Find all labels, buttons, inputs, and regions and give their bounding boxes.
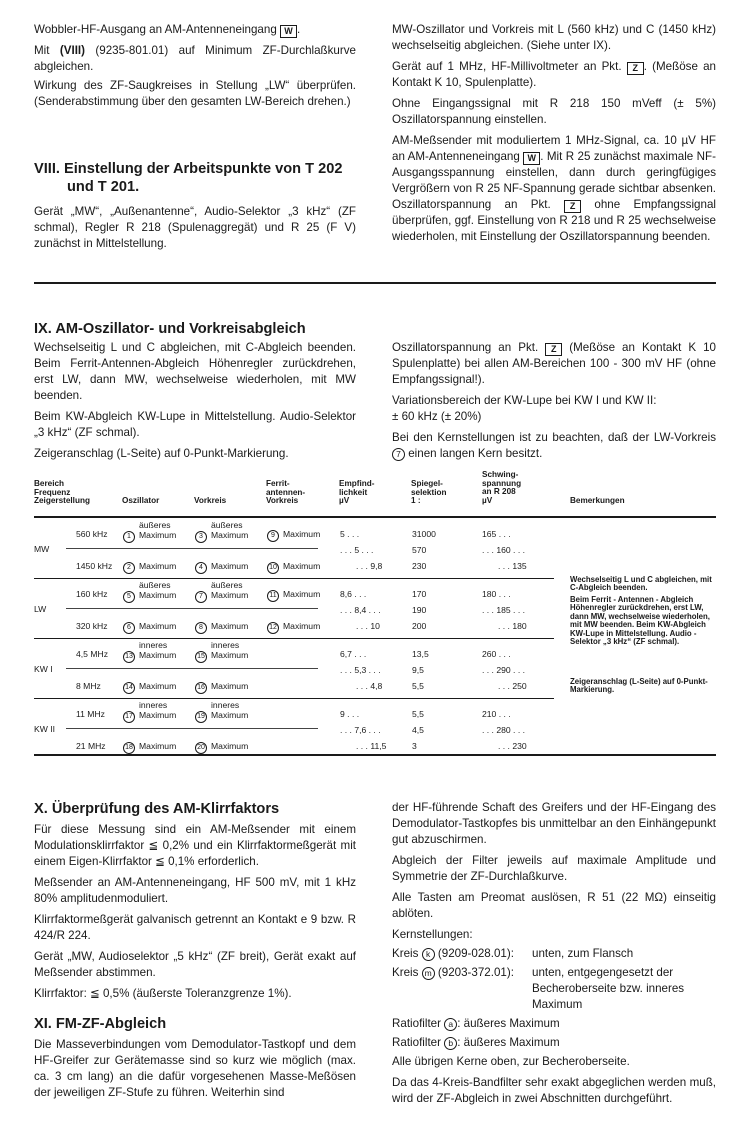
image-rejection-cell: 570 [412,545,427,555]
oscillator-voltage-cell: . . . 185 . . . [482,605,525,615]
table-remark: Wechselseitig L und C abgleichen, mit C-Abgleich beenden. [570,575,712,593]
oscillator-voltage-cell: 180 . . . [482,589,511,599]
sensitivity-cell: 5 . . . [340,529,360,539]
frequency-cell: 560 kHz [76,529,108,539]
maximum-cell [123,742,176,754]
paragraph: Bei den Kernstellungen ist zu beachten, daß der LW-Vorkreis 7 einen langen Kern besitzt. [392,431,716,460]
paragraph: Ratiofilter a : äußeres Maximum [392,1017,560,1030]
section-divider [34,282,716,284]
core-number-icon: 11 [267,590,279,602]
image-rejection-cell: 5,5 [412,681,424,691]
header-schwingspannung: Schwing- spannung an R 208 µV [482,470,522,505]
core-number-icon: 5 [123,591,135,603]
paragraph: der HF-führende Schaft des Greifers und der HF-Eingang des Demodulator-Tastkopfes bis unmittelbar an den Einhängepunkt gut abzuschirmen. [392,801,716,846]
band-label: LW [34,604,47,614]
maximum-cell [267,562,320,574]
image-rejection-cell: 230 [412,561,427,571]
table-remark: Zeigeranschlag (L-Seite) auf 0-Punkt-Markierung. [570,677,708,695]
paragraph: Für diese Messung sind ein AM-Meßsender mit einem Modulationsklirrfaktor ≦ 0,2% und ein Klirrfaktormeßgerät mit einem Eigen-Klirrfaktor ≦ 0,1% erforderlich. [34,823,356,868]
alignment-table [34,466,716,756]
group-divider [34,638,554,639]
oscillator-voltage-cell: 260 . . . [482,649,511,659]
maximum-cell [123,682,176,694]
frequency-cell: 4,5 MHz [76,649,108,659]
maximum-label: Maximum [211,561,249,571]
image-rejection-cell: 13,5 [412,649,429,659]
top-right-column [392,22,716,250]
sensitivity-cell: . . . 5 . . . [340,545,374,555]
maximum-position-label: inneres [139,700,168,710]
maximum-label: Maximum [139,589,177,600]
maximum-position-label: inneres [139,640,168,650]
paragraph: Kernstellungen: [392,928,473,941]
paragraph: Klirrfaktormeßgerät galvanisch getrennt an Kontakt e 9 bzw. R 424/R 224. [34,913,356,942]
maximum-cell [123,580,177,603]
core-number-icon: 2 [123,562,135,574]
core-number-icon: 7 [392,448,405,461]
band-label: KW I [34,664,53,674]
image-rejection-cell: 4,5 [412,725,424,735]
maximum-label: Maximum [211,529,249,540]
image-rejection-cell: 5,5 [412,709,424,719]
image-rejection-cell: 170 [412,589,427,599]
maximum-position-label: äußeres [211,580,243,590]
table-bottom-rule [34,754,716,756]
section-heading: IX. AM-Oszillator- und Vorkreisabgleich [34,321,306,337]
maximum-label: Maximum [211,621,249,631]
oscillator-voltage-cell: . . . 180 [498,621,527,631]
core-number-icon: 9 [267,530,279,542]
maximum-cell [195,622,248,634]
core-number-icon: 7 [195,591,207,603]
maximum-label: Maximum [139,529,177,540]
maximum-cell [195,700,249,723]
header-bereich: Bereich Frequenz Zeigerstellung [34,479,90,506]
paragraph: Beim KW-Abgleich KW-Lupe in Mittelstellung. Audio-Selektor „3 kHz“ (ZF schmal). [34,410,356,439]
paragraph: ± 60 kHz (± 20%) [392,410,482,423]
frequency-cell: 11 MHz [76,709,105,719]
frequency-cell: 320 kHz [76,621,108,631]
maximum-position-label: äußeres [139,520,171,530]
paragraph: Ohne Eingangssignal mit R 218 150 mVeff (± 5%) Oszillatorspannung einstellen. [392,97,716,126]
maximum-position-label: äußeres [211,520,243,530]
maximum-label: Maximum [139,649,177,660]
header-vorkreis: Vorkreis [194,496,227,505]
measurement-point-symbol-icon: Z [545,343,562,356]
bottom-right-column [392,800,716,1112]
paragraph: Variationsbereich der KW-Lupe bei KW I und KW II: [392,394,657,407]
maximum-label: Maximum [283,589,321,599]
header-oszillator: Oszillator [122,496,160,505]
maximum-cell [267,530,320,542]
core-position-row: Kreis m (9203-372.01): unten, entgegengesetzt der Becheroberseite bzw. inneres Maximum [392,966,685,1011]
core-letter-icon: k [422,948,435,961]
sensitivity-cell: . . . 9,8 [356,561,383,571]
maximum-cell [195,580,249,603]
core-number-icon: 10 [267,562,279,574]
maximum-label: Maximum [211,709,249,720]
paragraph: Wechselseitig L und C abgleichen, mit C-Abgleich beenden. Beim Ferrit-Antennen-Abgleich Höhenregler zurückdrehen, erst LW, dann MW, wechselweise wiederholen, mit MW beenden. [34,341,356,402]
image-rejection-cell: 200 [412,621,427,631]
section-9-left [34,340,356,467]
sensitivity-cell: . . . 7,6 . . . [340,725,381,735]
group-divider [34,578,554,579]
row-separator [66,728,318,729]
paragraph: Abgleich der Filter jeweils auf maximale Amplitude und Symmetrie der ZF-Durchlaßkurve. [392,854,716,883]
core-position-row: Kreis k (9209-028.01): unten, zum Flansch [392,947,634,960]
maximum-cell [267,590,320,602]
image-rejection-cell: 9,5 [412,665,424,675]
group-divider [34,698,554,699]
paragraph: Gerät „MW, Audioselektor „5 kHz“ (ZF breit), Gerät exakt auf Meßsender abstimmen. [34,950,356,979]
section-heading: VIII. Einstellung der Arbeitspunkte von T 202 [34,161,343,177]
sensitivity-cell: . . . 4,8 [356,681,383,691]
paragraph: Mit (VIII) (9235-801.01) auf Minimum ZF-Durchlaßkurve abgleichen. [34,44,356,73]
paragraph: AM-Meßsender mit moduliertem 1 MHz-Signal, ca. 10 µV HF an AM-Antenneneingang W . Mit R 25 zunächst maximale NF-Ausgangsspannung einstellen, dann durch geringfügiges Vergrößern von R 25 NF-Spannung gerade sichtbar absenken. Oszillatorspannung an Pkt. Z ohne Empfangssignal überprüfen, ggf. Einstellung von R 218 und R 25 wechselweise wiederholen, mit Einstellung der Oszillatorspannung beenden. [392,134,716,243]
oscillator-voltage-cell: . . . 230 [498,741,527,751]
maximum-label: Maximum [139,621,177,631]
core-letter-icon: b [444,1037,457,1050]
maximum-label: Maximum [139,741,177,751]
maximum-cell [195,562,248,574]
maximum-label: Maximum [139,709,177,720]
oscillator-voltage-cell: . . . 135 [498,561,527,571]
maximum-position-label: inneres [211,640,240,650]
paragraph: Gerät „MW“, „Außenantenne“, Audio-Selektor „3 kHz“ (ZF schmal), Regler R 218 (Spulenaggregät) und R 25 (F V) zunächst in Mittelstellung. [34,205,356,250]
header-spiegelselektion: Spiegel- selektion 1 : [411,479,447,506]
sensitivity-cell: . . . 8,4 . . . [340,605,381,615]
paragraph: Klirrfaktor: ≦ 0,5% (äußerste Toleranzgrenze 1%). [34,987,292,1000]
core-letter-icon: a [444,1018,457,1031]
header-bemerkungen: Bemerkungen [570,496,625,505]
band-label: KW II [34,724,56,734]
core-number-icon: 16 [195,682,207,694]
core-number-icon: 18 [123,742,135,754]
sensitivity-cell: 6,7 . . . [340,649,367,659]
maximum-label: Maximum [211,649,249,660]
row-separator [66,668,318,669]
maximum-label: Maximum [283,621,321,631]
core-number-icon: 17 [123,711,135,723]
core-letter-icon: m [422,967,435,980]
sensitivity-cell: 9 . . . [340,709,360,719]
section-9-heading [34,320,716,338]
maximum-label: Maximum [139,561,177,571]
paragraph: Ratiofilter b : äußeres Maximum [392,1036,560,1049]
oscillator-voltage-cell: . . . 280 . . . [482,725,525,735]
frequency-cell: 1450 kHz [76,561,113,571]
sensitivity-cell: . . . 11,5 [356,741,387,751]
section-heading-line2: und T 201. [67,179,140,195]
oscillator-voltage-cell: 210 . . . [482,709,511,719]
paragraph: Wobbler-HF-Ausgang an AM-Antenneneingang W . [34,23,301,36]
section-9-right [392,340,716,467]
row-separator [66,548,318,549]
header-ferrit: Ferrit- antennen- Vorkreis [266,479,306,506]
core-number-icon: 19 [195,711,207,723]
maximum-cell [195,520,249,543]
core-number-icon: 20 [195,742,207,754]
core-number-icon: 12 [267,622,279,634]
frequency-cell: 8 MHz [76,681,101,691]
maximum-cell [195,682,248,694]
sensitivity-cell: . . . 5,3 . . . [340,665,381,675]
paragraph: Wirkung des ZF-Saugkreises in Stellung „LW“ überprüfen. (Senderabstimmung über den gesamten LW-Bereich drehen.) [34,79,356,108]
oscillator-voltage-cell: 165 . . . [482,529,511,539]
frequency-cell: 160 kHz [76,589,108,599]
paragraph: Alle übrigen Kerne oben, zur Becheroberseite. [392,1055,630,1068]
sensitivity-cell: . . . 10 [356,621,380,631]
section-10 [34,800,356,1007]
table-header-rule [34,516,716,518]
section-heading: XI. FM-ZF-Abgleich [34,1016,167,1032]
oscillator-voltage-cell: . . . 160 . . . [482,545,525,555]
band-label: MW [34,544,50,554]
image-rejection-cell: 190 [412,605,427,615]
core-number-icon: 13 [123,651,135,663]
maximum-cell [123,520,177,543]
core-number-icon: 14 [123,682,135,694]
image-rejection-cell: 31000 [412,529,436,539]
measurement-point-symbol-icon: Z [564,200,581,213]
maximum-label: Maximum [283,529,321,539]
paragraph: MW-Oszillator und Vorkreis mit L (560 kHz) und C (1450 kHz) wechselseitig abgleichen. (Siehe unter IX). [392,23,716,52]
maximum-cell [195,742,248,754]
maximum-label: Maximum [139,681,177,691]
paragraph: Gerät auf 1 MHz, HF-Millivoltmeter an Pkt. Z . (Meßöse an Kontakt K 10, Spulenplatte). [392,60,716,89]
sensitivity-cell: 8,6 . . . [340,589,367,599]
maximum-label: Maximum [283,561,321,571]
table-remark: Beim Ferrit - Antennen - Abgleich Höhenregler zurückdrehen, erst LW, dann MW, wechselweise wiederholen, mit MW beenden. Beim KW-Abgleich KW-Lupe in Mittelstellung. Audio - Selektor „3 kHz“ (ZF schmal). [570,595,710,647]
maximum-cell [195,640,249,663]
paragraph: Meßsender an AM-Antenneneingang, HF 500 mV, mit 1 kHz 80% amplitudenmoduliert. [34,876,356,905]
maximum-label: Maximum [211,681,249,691]
antenna-input-symbol-icon: W [280,25,297,38]
section-11 [34,1015,356,1106]
maximum-label: Maximum [211,589,249,600]
paragraph: Da das 4-Kreis-Bandfilter sehr exakt abgeglichen werden muß, wird der ZF-Abgleich in zwei Abschnitten durchgeführt. [392,1076,716,1105]
measurement-point-symbol-icon: Z [627,62,644,75]
top-left-column [34,22,356,115]
maximum-label: Maximum [211,741,249,751]
antenna-input-symbol-icon: W [523,152,540,165]
maximum-cell [123,640,177,663]
maximum-position-label: äußeres [139,580,171,590]
core-number-icon: 8 [195,622,207,634]
core-number-icon: 4 [195,562,207,574]
maximum-cell [123,622,176,634]
paragraph: Alle Tasten am Preomat auslösen, R 51 (22 MΩ) einseitig ablöten. [392,891,716,920]
image-rejection-cell: 3 [412,741,417,751]
maximum-cell [123,700,177,723]
maximum-position-label: inneres [211,700,240,710]
oscillator-voltage-cell: . . . 250 [498,681,527,691]
section-8 [34,160,356,257]
core-number-icon: 15 [195,651,207,663]
paragraph: Oszillatorspannung an Pkt. Z (Meßöse an Kontakt K 10 Spulenplatte) bei allen AM-Bereichen 100 - 300 mV HF (ohne Empfangssignal!). [392,341,716,386]
header-empfindlichkeit: Empfind- lichkeit µV [339,479,375,506]
paragraph: Die Masseverbindungen vom Demodulator-Tastkopf und dem HF-Greifer zur Gerätemasse sind so kurz wie möglich (max. ca. 3 cm lang) an die dafür vorgesehenen Masse-Meßösen der jeweiligen ZF-Stufe zu führen. Weiterhin sind [34,1038,356,1099]
core-number-icon: 1 [123,531,135,543]
maximum-cell [267,622,320,634]
frequency-cell: 21 MHz [76,741,106,751]
oscillator-voltage-cell: . . . 290 . . . [482,665,525,675]
core-number-icon: 6 [123,622,135,634]
paragraph: Zeigeranschlag (L-Seite) auf 0-Punkt-Markierung. [34,447,289,460]
row-separator [66,608,318,609]
maximum-cell [123,562,176,574]
core-number-icon: 3 [195,531,207,543]
section-heading: X. Überprüfung des AM-Klirrfaktors [34,801,280,817]
